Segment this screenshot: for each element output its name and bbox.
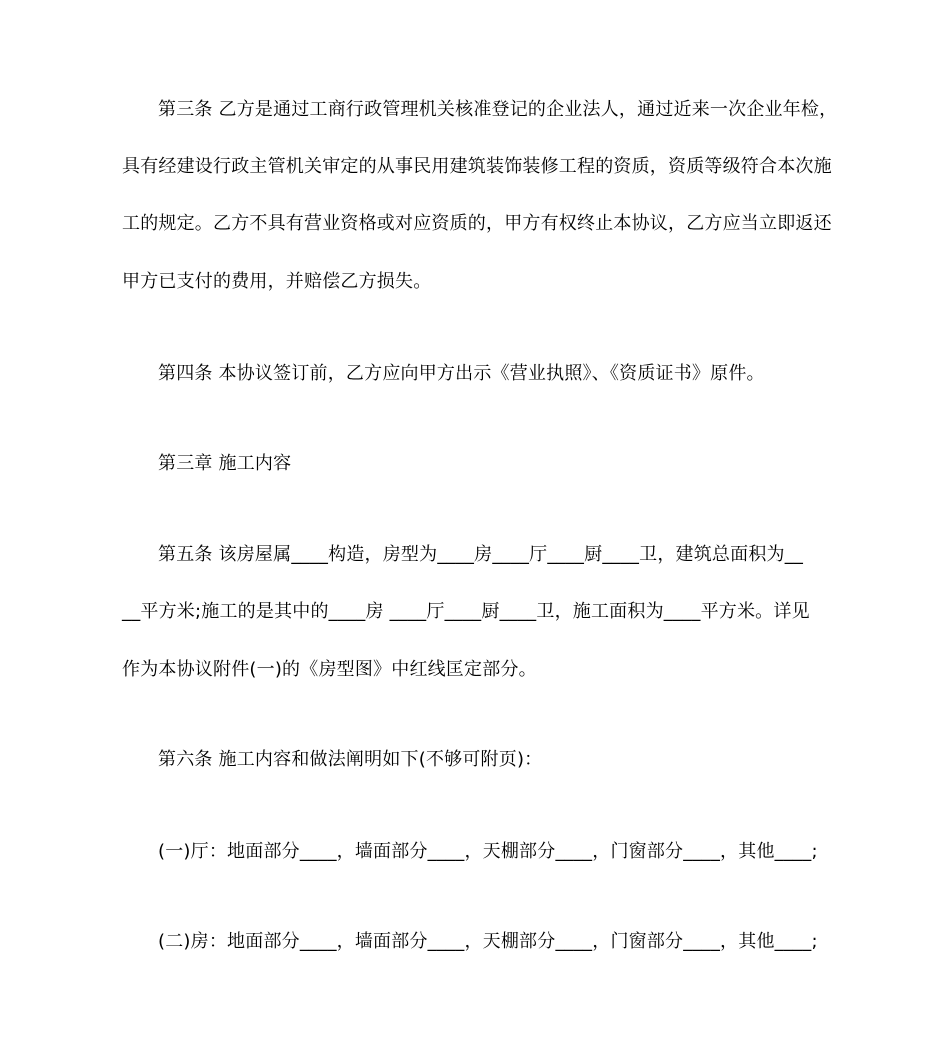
article-5-line-2: __平方米;施工的是其中的____房 ____厅____厨____卫，施工面积为____平方米。详见 [122, 601, 810, 622]
article-3-line-3: 工的规定。乙方不具有营业资格或对应资质的，甲方有权终止本协议，乙方应当立即返还 [122, 213, 832, 234]
article-5-line-1: 第五条 该房屋属____构造，房型为____房____厅____厨____卫，建筑总面积为__ [158, 544, 804, 565]
article-6-line: 第六条 施工内容和做法阐明如下(不够可附页)： [158, 749, 543, 770]
article-3-line-2: 具有经建设行政主管机关审定的从事民用建筑装饰装修工程的资质，资质等级符合本次施 [122, 156, 832, 177]
item-room-line: (二)房：地面部分____，墙面部分____，天棚部分____，门窗部分____，其他____; [158, 931, 818, 952]
article-3-line-4: 甲方已支付的费用，并赔偿乙方损失。 [122, 271, 432, 292]
article-3-line-1: 第三条 乙方是通过工商行政管理机关核准登记的企业法人，通过近来一次企业年检， [158, 99, 838, 120]
item-hall-line: (一)厅：地面部分____，墙面部分____，天棚部分____，门窗部分____，其他____; [158, 841, 818, 862]
article-5-line-3: 作为本协议附件(一)的《房型图》中红线匡定部分。 [122, 659, 537, 680]
article-4-line: 第四条 本协议签订前，乙方应向甲方出示《营业执照》、《资质证书》原件。 [158, 363, 765, 384]
chapter-3-heading: 第三章 施工内容 [158, 453, 292, 474]
